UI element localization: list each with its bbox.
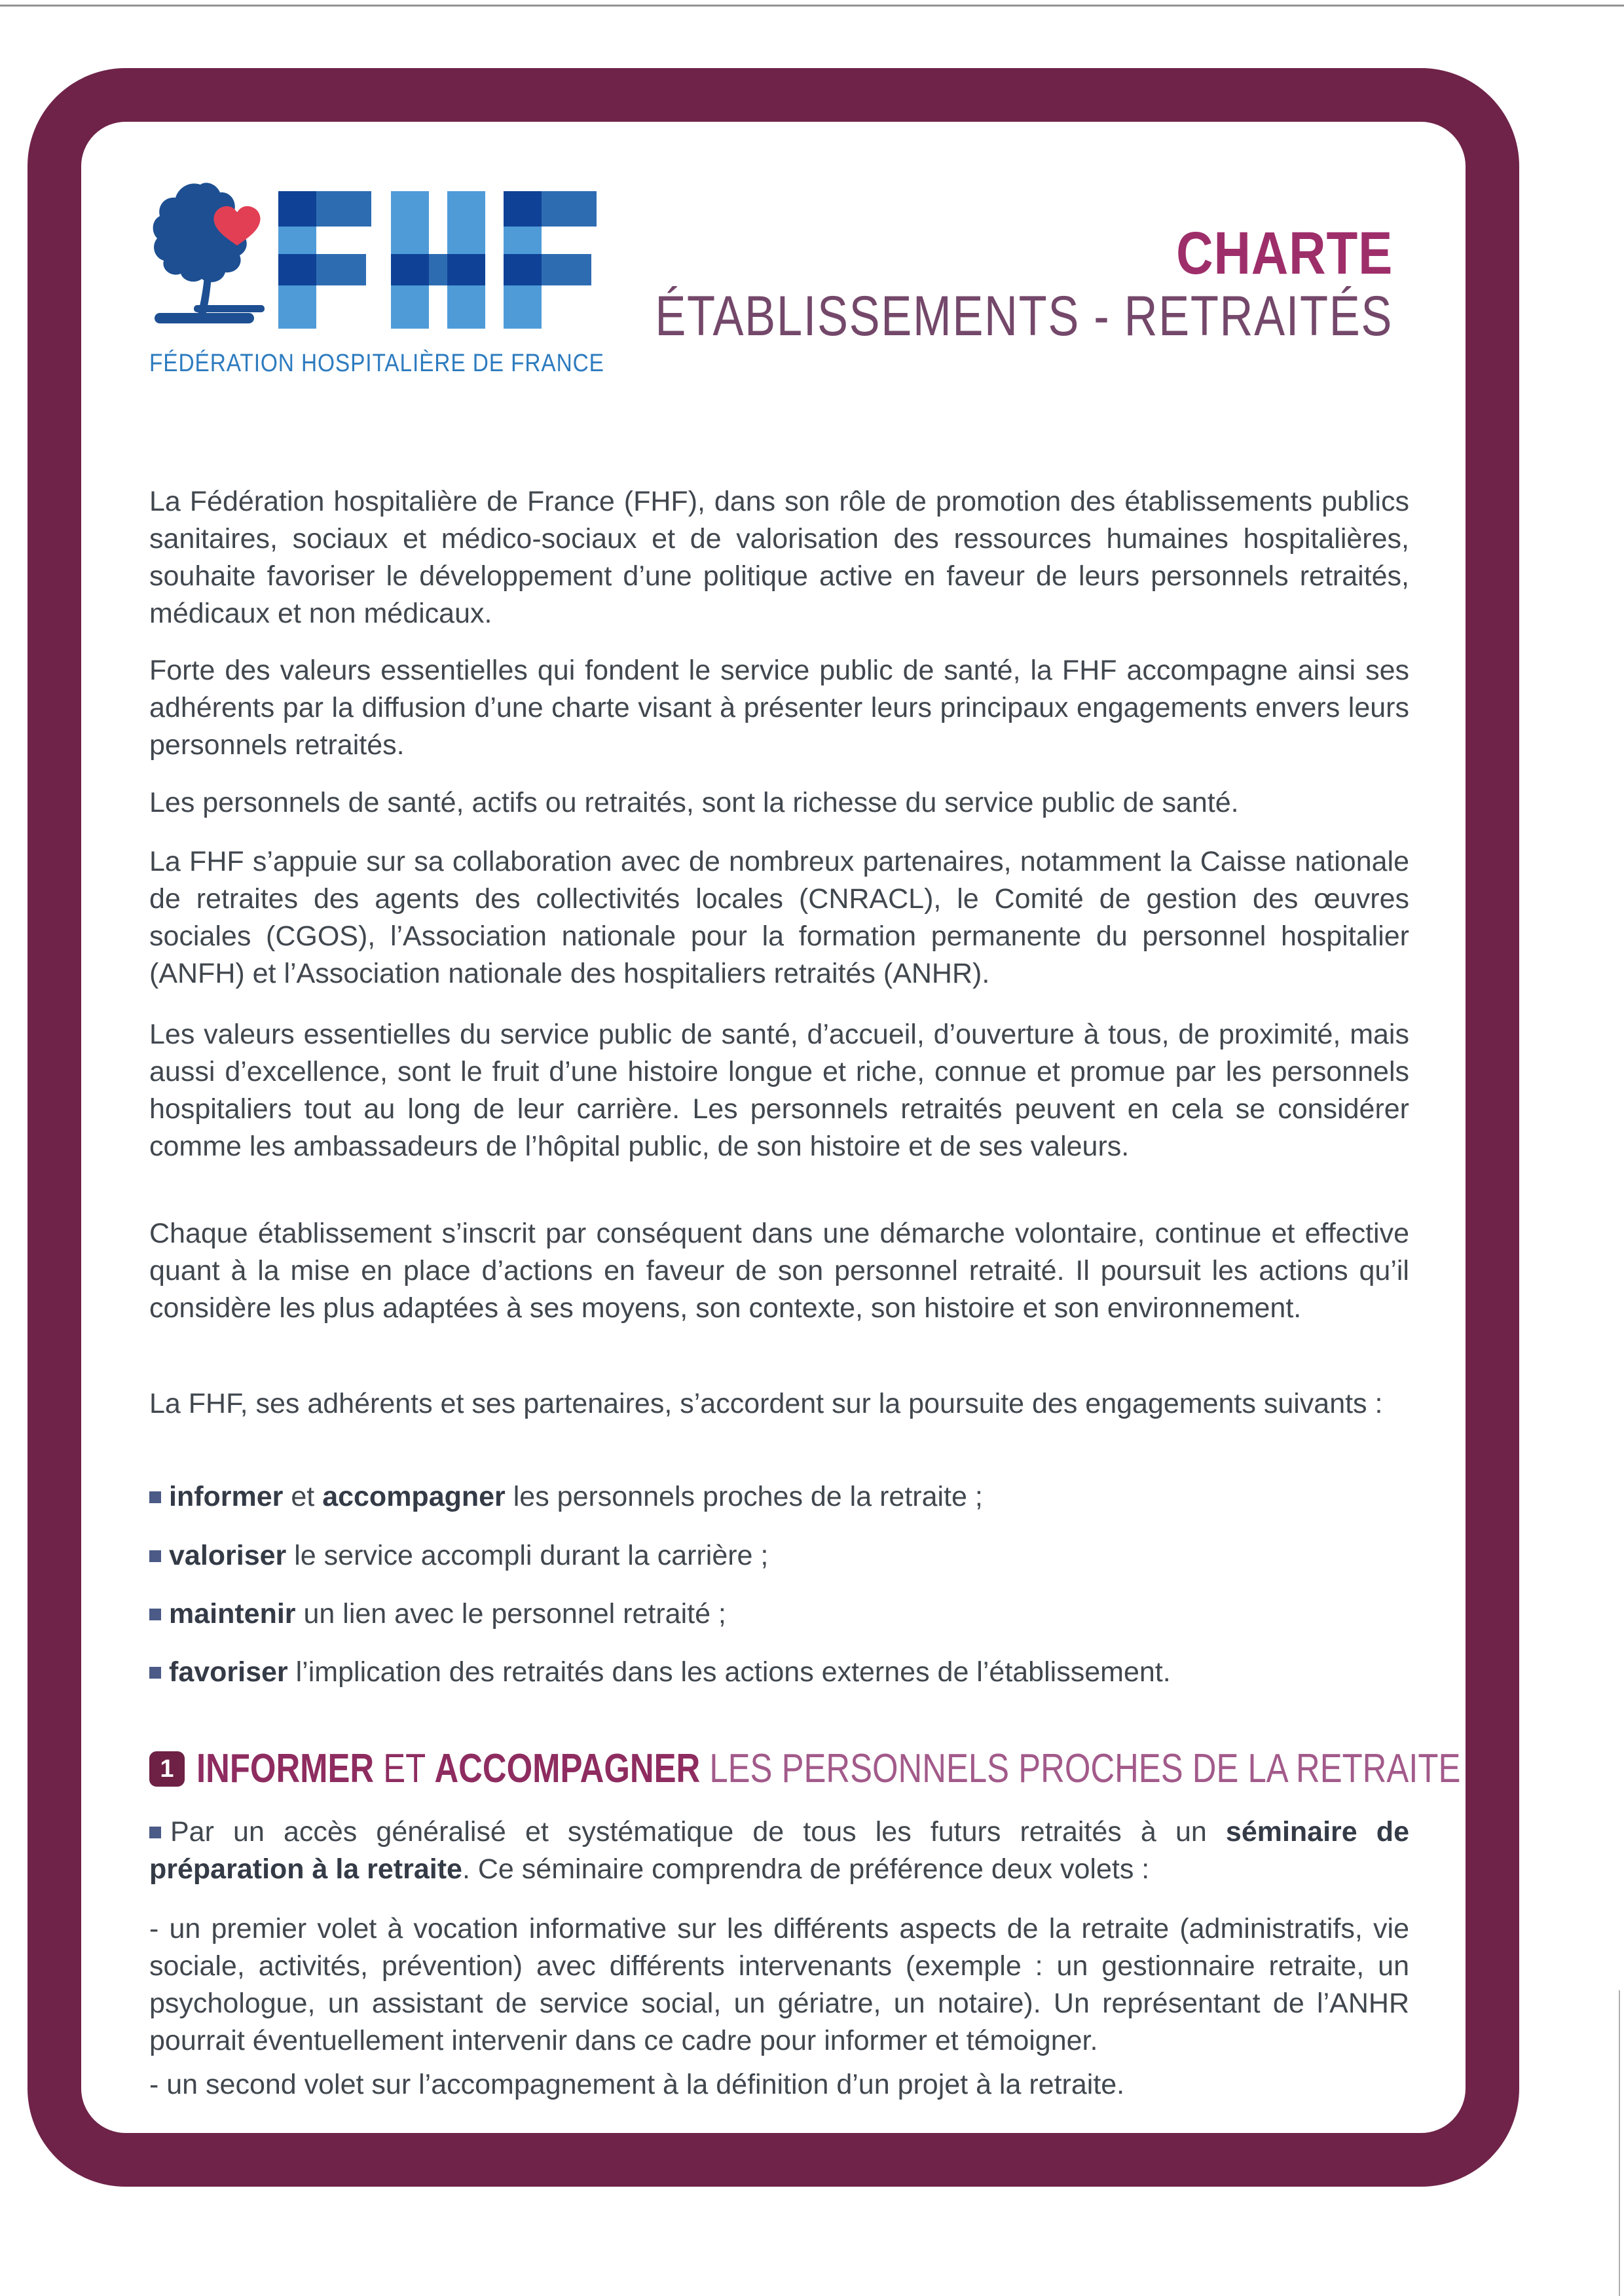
seminar-paragraph bbox=[149, 1813, 1409, 1888]
engagement-term: maintenir bbox=[169, 1598, 296, 1630]
body-paragraph-1: La Fédération hospitalière de France (FHF), dans son rôle de promotion des établissements publics sanitaires, sociaux et médico-sociaux et de valorisation des ressources humaines hospitalières, souhaite favoriser le développement d’une politique active en faveur de leurs personnels retraités, médicaux et non médicaux. bbox=[149, 486, 1409, 629]
body-paragraph-6: Chaque établissement s’inscrit par conséquent dans une démarche volontaire, continue et effective quant à la mise en place d’actions en faveur de son personnel retraité. Il poursuit les actions qu’il considère les plus adaptées à ses moyens, son contexte, son histoire et son environnement. bbox=[149, 1218, 1409, 1324]
seminar-text: . Ce séminaire comprendra de préférence deux volets : bbox=[462, 1853, 1150, 1885]
seminar-term: séminaire de préparation à la retraite bbox=[149, 1816, 1409, 1885]
engagement-item-valoriser bbox=[149, 1537, 1409, 1575]
engagement-item-favoriser bbox=[149, 1654, 1409, 1691]
page-title: CHARTE bbox=[1176, 220, 1393, 287]
page-subtitle: ÉTABLISSEMENTS - RETRAITÉS bbox=[655, 285, 1393, 348]
bullet-square-icon bbox=[149, 1491, 161, 1503]
scan-artifact-right-line bbox=[1619, 1990, 1620, 2296]
engagement-term: accompagner bbox=[322, 1481, 506, 1512]
seminar-text: Par un accès généralisé et systématique de tous les futurs retraités à un bbox=[170, 1816, 1226, 1848]
bullet-square-icon bbox=[149, 1667, 161, 1679]
section-title bbox=[196, 1745, 1460, 1792]
engagement-item-maintenir bbox=[149, 1595, 1409, 1633]
section-title-bold: ACCOMPAGNER bbox=[434, 1746, 701, 1791]
volet-paragraph-2: - un second volet sur l’accompagnement à la définition d’un projet à la retraite. bbox=[149, 2069, 1125, 2100]
volet-paragraph-1: - un premier volet à vocation informative sur les différents aspects de la retraite (administratifs, vie sociale, activités, prévention) avec différents intervenants (exemple : un gestionnaire retraite, un psychologue, un assistant de service social, un gériatre, un notaire). Un représentant de l’ANHR pourrait éventuellement intervenir dans ce cadre pour informer et témoigner. bbox=[149, 1913, 1409, 2056]
engagement-text: le service accompli durant la carrière ; bbox=[286, 1540, 769, 1571]
body-paragraph-7: La FHF, ses adhérents et ses partenaires, s’accordent sur la poursuite des engagements suivants : bbox=[149, 1388, 1383, 1419]
section-number-badge: 1 bbox=[149, 1751, 185, 1787]
document-title-block bbox=[493, 220, 1393, 348]
section-title-mid: ET bbox=[374, 1746, 435, 1791]
engagement-term: favoriser bbox=[169, 1656, 288, 1688]
engagement-text: et bbox=[283, 1481, 323, 1512]
logo-caption: FÉDÉRATION HOSPITALIÈRE DE FRANCE bbox=[149, 350, 604, 377]
engagement-term: valoriser bbox=[169, 1540, 287, 1571]
section-title-light: LES PERSONNELS PROCHES DE LA RETRAITE bbox=[700, 1746, 1461, 1791]
bullet-square-icon bbox=[149, 1827, 161, 1838]
scan-artifact-top-line bbox=[0, 5, 1624, 7]
body-paragraph-3: Les personnels de santé, actifs ou retraités, sont la richesse du service public de santé. bbox=[149, 787, 1239, 818]
engagement-text: les personnels proches de la retraite ; bbox=[505, 1481, 983, 1512]
engagement-text: l’implication des retraités dans les actions externes de l’établissement. bbox=[287, 1656, 1171, 1688]
tree-icon bbox=[153, 183, 265, 323]
engagement-term: informer bbox=[169, 1481, 284, 1512]
section-title-bold: INFORMER bbox=[196, 1746, 375, 1791]
body-paragraph-5: Les valeurs essentielles du service public de santé, d’accueil, d’ouverture à tous, de proximité, mais aussi d’excellence, sont le fruit d’une histoire longue et riche, connue et promue par les personnels hospitaliers tout au long de leur carrière. Les personnels retraités peuvent en cela se considérer comme les ambassadeurs de l’hôpital public, de son histoire et de ses valeurs. bbox=[149, 1019, 1409, 1162]
section-1-header bbox=[149, 1745, 1624, 1792]
body-paragraph-4: La FHF s’appuie sur sa collaboration avec de nombreux partenaires, notamment la Caisse nationale de retraites des agents des collectivités locales (CNRACL), le Comité de gestion des œuvres sociales (CGOS), l’Association nationale pour la formation permanente du personnel hospitalier (ANFH) et l’Association nationale des hospitaliers retraités (ANHR). bbox=[149, 846, 1409, 989]
engagement-text: un lien avec le personnel retraité ; bbox=[295, 1598, 726, 1630]
bullet-square-icon bbox=[149, 1609, 161, 1620]
engagement-item-informer bbox=[149, 1478, 1409, 1516]
bullet-square-icon bbox=[149, 1550, 161, 1562]
body-paragraph-2: Forte des valeurs essentielles qui fondent le service public de santé, la FHF accompagne ainsi ses adhérents par la diffusion d’une charte visant à présenter leurs principaux engagements envers leurs personnels retraités. bbox=[149, 655, 1409, 761]
